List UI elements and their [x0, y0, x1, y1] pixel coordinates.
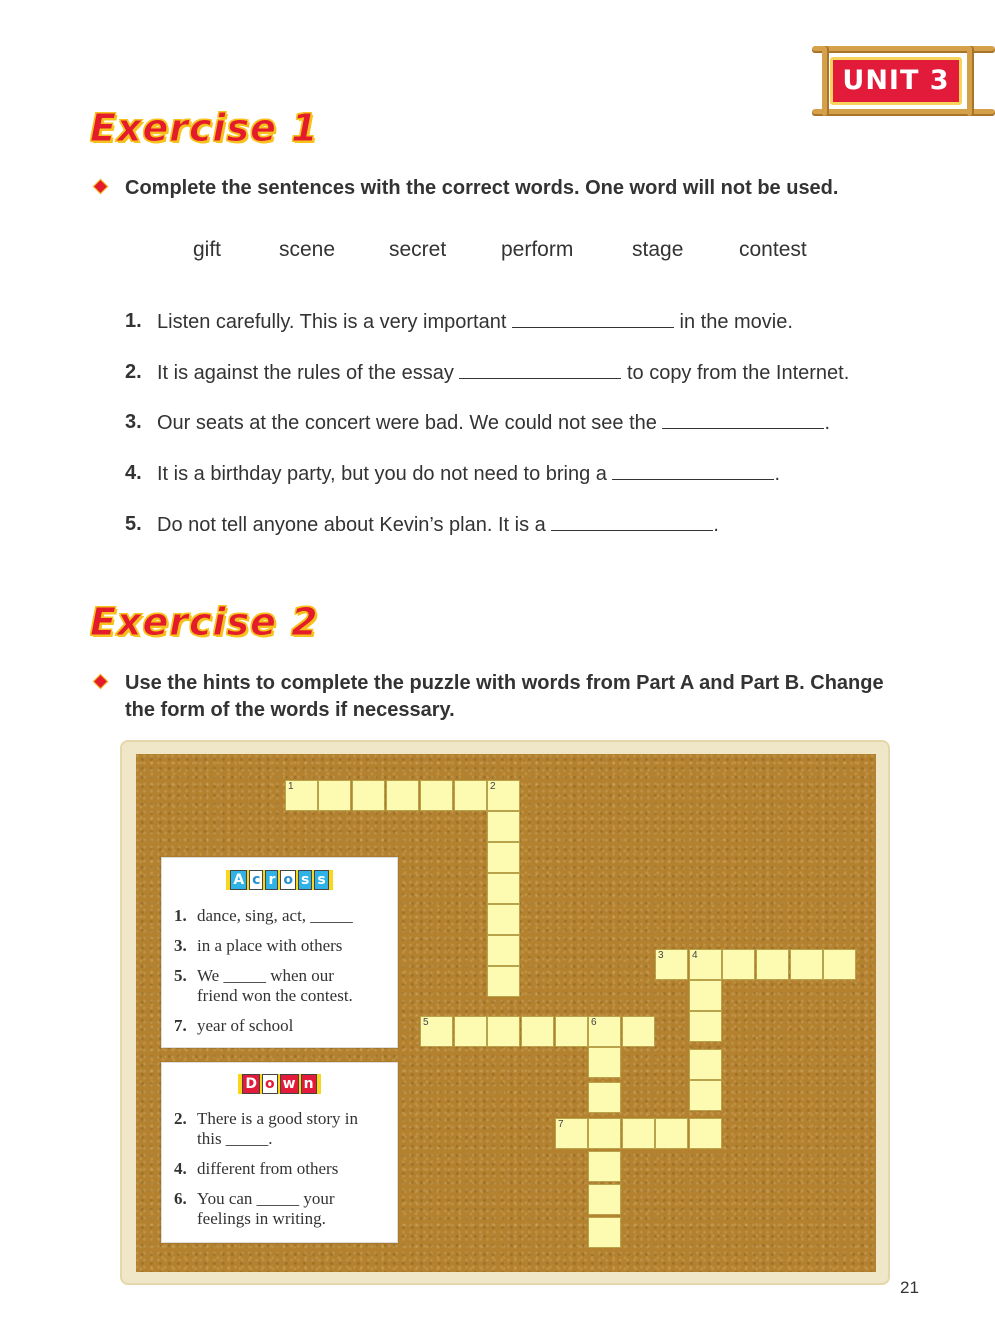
unit-label: UNIT 3 [842, 65, 950, 96]
clue-text: different from others [197, 1159, 339, 1178]
crossword-cell[interactable] [454, 1016, 487, 1047]
exercise2-instruction-line2: the form of the words if necessary. [125, 699, 455, 721]
diamond-bullet-icon [93, 674, 109, 690]
answer-blank[interactable] [512, 310, 674, 328]
crossword-cell[interactable] [588, 1047, 621, 1078]
sentence-text-after: . [824, 412, 831, 434]
answer-blank[interactable] [662, 411, 824, 429]
crossword-cell[interactable] [487, 904, 520, 935]
crossword-cell[interactable] [588, 1118, 621, 1149]
crossword-cell[interactable] [521, 1016, 554, 1047]
exercise2-instruction [95, 670, 925, 726]
sentence-text: Listen carefully. This is a very important [157, 311, 507, 333]
crossword-cell[interactable] [790, 949, 823, 980]
crossword-cell[interactable] [285, 780, 318, 811]
answer-blank[interactable] [612, 462, 774, 480]
badge-frame-left [822, 46, 829, 116]
heading-letter: r [265, 870, 278, 890]
crossword-cell[interactable] [487, 873, 520, 904]
sentence-number: 1. [125, 310, 142, 332]
clue-text: in a place with others [197, 936, 343, 955]
crossword-cell[interactable] [487, 780, 520, 811]
clue-number: 2. [174, 1109, 187, 1128]
sentence-text: It is a birthday party, but you do not need to bring a [157, 463, 607, 485]
clue-number: 4. [174, 1159, 187, 1178]
clue-text: year of school [197, 1016, 294, 1035]
sentence-text: It is against the rules of the essay [157, 362, 454, 384]
crossword-cell[interactable] [622, 1118, 655, 1149]
crossword-cell[interactable] [689, 1118, 722, 1149]
heading-letter: n [301, 1074, 317, 1094]
exercise1-instruction [95, 175, 895, 205]
exercise2-instruction-text [125, 670, 884, 724]
word-bank [0, 238, 995, 268]
cell-number: 5 [423, 1017, 429, 1028]
crossword-cell[interactable] [588, 1151, 621, 1182]
crossword-cell[interactable] [588, 1016, 621, 1047]
crossword-cell[interactable] [689, 1011, 722, 1042]
sentence-text-after: in the movie. [679, 311, 793, 333]
crossword-cell[interactable] [487, 1016, 520, 1047]
sentence-text-after: . [774, 463, 781, 485]
sentence-text: Do not tell anyone about Kevin’s plan. It is a [157, 514, 546, 536]
crossword-cell[interactable] [420, 780, 453, 811]
crossword-cell[interactable] [454, 780, 487, 811]
crossword-cell[interactable] [318, 780, 351, 811]
crossword-cell[interactable] [386, 780, 419, 811]
crossword-cell[interactable] [622, 1016, 655, 1047]
clue-number: 3. [174, 936, 187, 955]
word-bank-item: scene [279, 238, 336, 261]
crossword-cell[interactable] [352, 780, 385, 811]
exercise1-instruction-text: Complete the sentences with the correct words. One word will not be used. [125, 177, 839, 199]
word-bank-item: contest [739, 238, 807, 261]
clue-text: You can _____ your [197, 1189, 335, 1208]
crossword-cell[interactable] [655, 949, 688, 980]
crossword-cell[interactable] [487, 842, 520, 873]
heading-letter: o [280, 870, 296, 890]
crossword-cell[interactable] [756, 949, 789, 980]
sentence-text: Our seats at the concert were bad. We could not see the [157, 412, 657, 434]
clue-number: 1. [174, 906, 187, 925]
exercise2-instruction-line1: Use the hints to complete the puzzle with words from Part A and Part B. Change [125, 672, 884, 694]
unit-badge [812, 46, 995, 116]
cell-number: 7 [558, 1119, 564, 1130]
cell-number: 1 [288, 781, 294, 792]
cell-number: 3 [658, 950, 664, 961]
down-heading [162, 1074, 397, 1094]
crossword-cell[interactable] [487, 935, 520, 966]
crossword-cell[interactable] [420, 1016, 453, 1047]
sentence-text-after: to copy from the Internet. [626, 362, 850, 384]
crossword-cell[interactable] [722, 949, 755, 980]
word-bank-item: gift [193, 238, 222, 261]
exercise1-title: Exercise 1 [90, 106, 319, 150]
cell-number: 6 [591, 1017, 597, 1028]
heading-letter: D [242, 1074, 260, 1094]
heading-letter: s [298, 870, 312, 890]
down-clues-card [161, 1062, 398, 1243]
crossword-cell[interactable] [689, 949, 722, 980]
answer-blank[interactable] [459, 361, 621, 379]
clue-text: dance, sing, act, _____ [197, 906, 353, 925]
clue-number: 5. [174, 966, 187, 985]
word-bank-item: secret [389, 238, 447, 261]
across-heading [162, 870, 397, 890]
heading-letter: A [230, 870, 247, 890]
cell-number: 4 [692, 950, 698, 961]
answer-blank[interactable] [551, 513, 713, 531]
crossword-cell[interactable] [588, 1217, 621, 1248]
word-bank-item: perform [501, 238, 574, 261]
crossword-cell[interactable] [588, 1184, 621, 1215]
crossword-cell[interactable] [555, 1118, 588, 1149]
sentence-number: 5. [125, 513, 142, 535]
crossword-cell[interactable] [555, 1016, 588, 1047]
sentence-number: 2. [125, 361, 142, 383]
crossword-cell[interactable] [588, 1082, 621, 1113]
cell-number: 2 [490, 781, 496, 792]
clue-number: 6. [174, 1189, 187, 1208]
crossword-cell[interactable] [487, 811, 520, 842]
clue-text: We _____ when our [197, 966, 334, 985]
page-number: 21 [900, 1278, 919, 1297]
crossword-cell[interactable] [487, 966, 520, 997]
clue-number: 7. [174, 1016, 187, 1035]
across-clues-card [161, 857, 398, 1048]
clue-text-continued: this _____. [197, 1129, 273, 1148]
sentence-number: 4. [125, 462, 142, 484]
sentence-number: 3. [125, 411, 142, 433]
crossword-cell[interactable] [655, 1118, 688, 1149]
clue-text: There is a good story in [197, 1109, 358, 1128]
heading-letter: c [249, 870, 263, 890]
diamond-bullet-icon [93, 179, 109, 195]
crossword-cell[interactable] [823, 949, 856, 980]
sentence-text-after: . [713, 514, 719, 536]
word-bank-item: stage [632, 238, 684, 261]
crossword-cell[interactable] [689, 980, 722, 1011]
clue-text-continued: feelings in writing. [197, 1209, 326, 1228]
exercise2-title: Exercise 2 [90, 600, 319, 644]
crossword-cell[interactable] [689, 1049, 722, 1080]
heading-letter: o [262, 1074, 278, 1094]
crossword-cell[interactable] [689, 1080, 722, 1111]
clue-text-continued: friend won the contest. [197, 986, 353, 1005]
heading-letter: s [314, 870, 328, 890]
heading-letter: w [280, 1074, 299, 1094]
unit-sign [830, 57, 962, 105]
badge-frame-right [967, 46, 974, 116]
